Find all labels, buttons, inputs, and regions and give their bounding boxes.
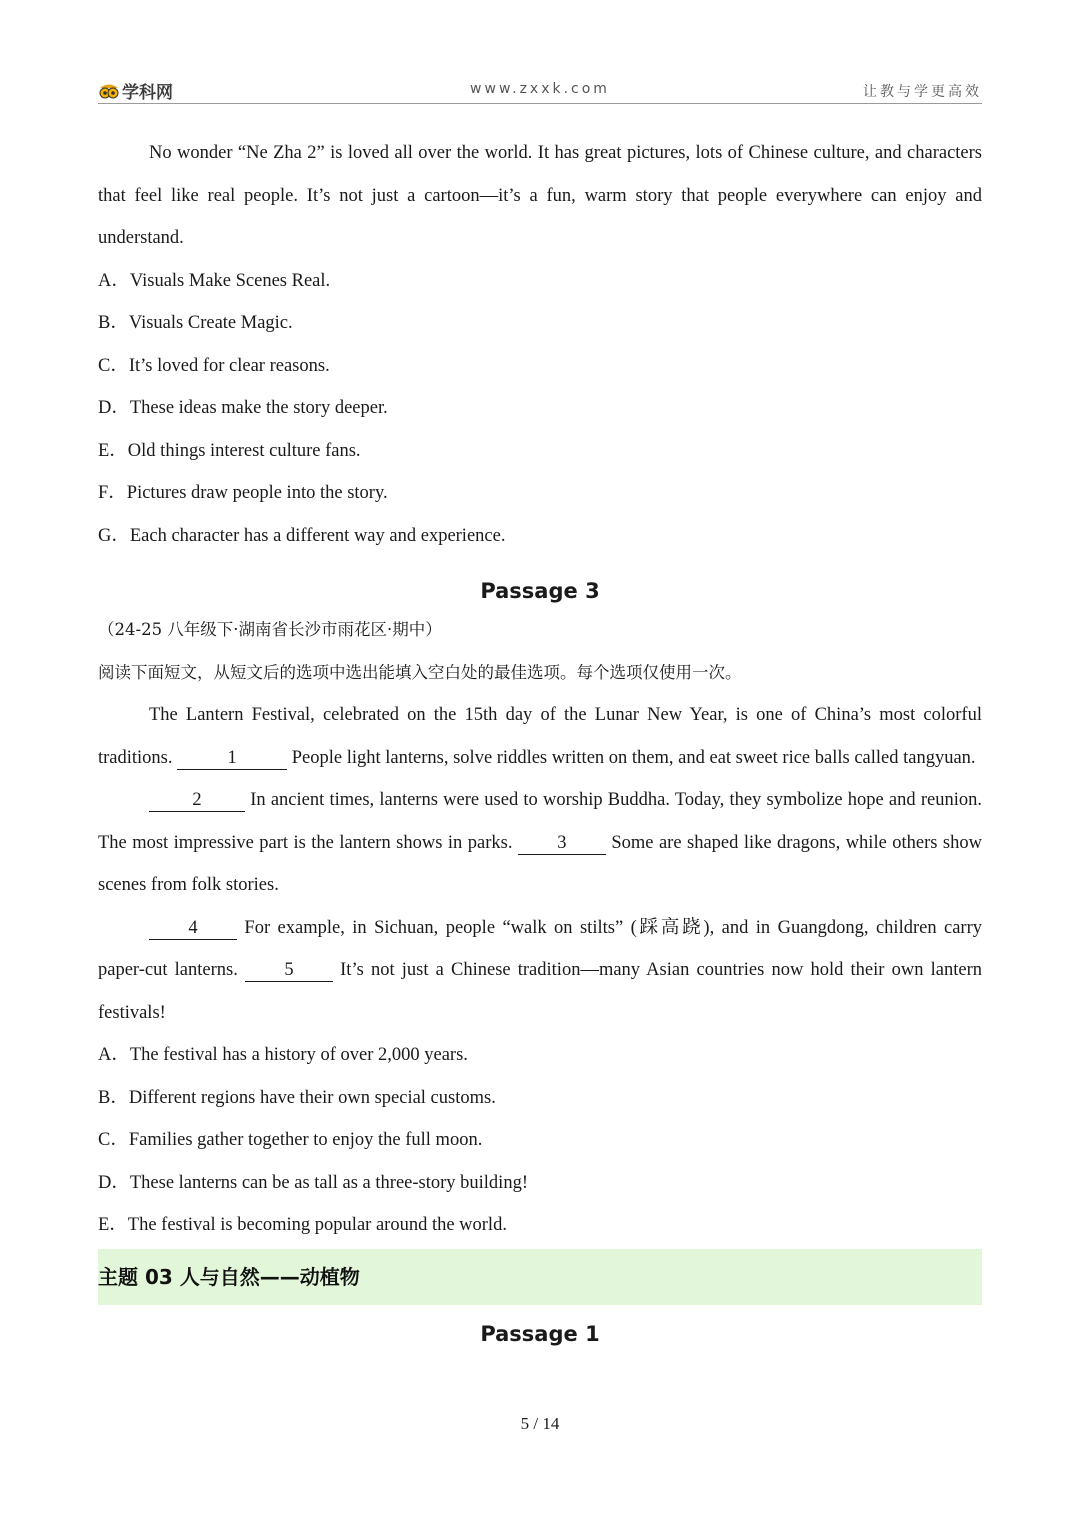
next-passage-title: Passage 1 (480, 1321, 600, 1346)
passage-title: Passage 3 (480, 579, 600, 603)
option-item: G．Each character has a different way and experience. (98, 525, 506, 546)
blank-5: 5 (245, 959, 333, 982)
option-item: A．The festival has a history of over 2,000 years. (98, 1045, 468, 1065)
text-run: Some are shaped like dragons, while others show scenes from folk stories. (98, 832, 982, 895)
text-run: It’s not just a Chinese tradition—many Asian countries now hold their own lantern festivals! (98, 960, 982, 1023)
passage-paragraph-1 (98, 694, 982, 779)
instruction-text: 阅读下面短文，从短文后的选项中选出能填入空白处的最佳选项。每个选项仅使用一次。 (98, 662, 742, 682)
logo-text: 学科网 (122, 83, 173, 103)
text-run: The Lantern Festival, celebrated on the 15th day of the Lunar New Year, is one of China’s most colorful traditions. (98, 705, 982, 768)
page-number: 5 / 14 (520, 1414, 560, 1433)
text-run: For example, in Sichuan, people “walk on stilts” (踩高跷), and in Guangdong, children carry paper-cut lanterns. (98, 917, 982, 980)
passage-paragraph-3 (98, 907, 982, 1035)
passage-paragraph-2 (98, 779, 982, 907)
option-item: A．Visuals Make Scenes Real. (98, 270, 331, 291)
option-item: C．It’s loved for clear reasons. (98, 355, 330, 376)
closing-paragraph: No wonder “Ne Zha 2” is loved all over the world. It has great pictures, lots of Chinese culture, and characters that feel like real people. It’s not just a cartoon—it’s a fun, warm story that people everywhere can enjoy and understand. (98, 143, 982, 248)
blank-1: 1 (177, 747, 287, 770)
topic-banner: 主题 03 人与自然——动植物 (98, 1249, 982, 1305)
blank-3: 3 (518, 832, 606, 855)
passage3-options-list (98, 1034, 982, 1247)
option-item: D．These ideas make the story deeper. (98, 398, 388, 418)
passage-source: （24-25 八年级下·湖南省长沙市雨花区·期中） (98, 620, 442, 639)
option-item: B．Different regions have their own special customs. (98, 1087, 496, 1108)
blank-2: 2 (149, 789, 245, 812)
option-item: B．Visuals Create Magic. (98, 313, 293, 333)
page-header (98, 76, 982, 104)
option-item: E．The festival is becoming popular around the world. (98, 1215, 507, 1235)
site-url: www.zxxk.com (470, 81, 610, 97)
option-item: E．Old things interest culture fans. (98, 440, 361, 461)
prev-options-list (98, 260, 982, 558)
option-item: D．These lanterns can be as tall as a three-story building! (98, 1172, 528, 1193)
page-content (98, 132, 982, 1350)
blank-4: 4 (149, 917, 237, 940)
option-item: C．Families gather together to enjoy the full moon. (98, 1130, 483, 1150)
slogan: 让教与学更高效 (863, 84, 982, 100)
text-run: People light lanterns, solve riddles written on them, and eat sweet rice balls called tangyuan. (287, 747, 976, 768)
text-run: In ancient times, lanterns were used to worship Buddha. Today, they symbolize hope and reunion. The most impressive part is the lantern shows in parks. (98, 790, 982, 853)
option-item: F．Pictures draw people into the story. (98, 483, 388, 503)
